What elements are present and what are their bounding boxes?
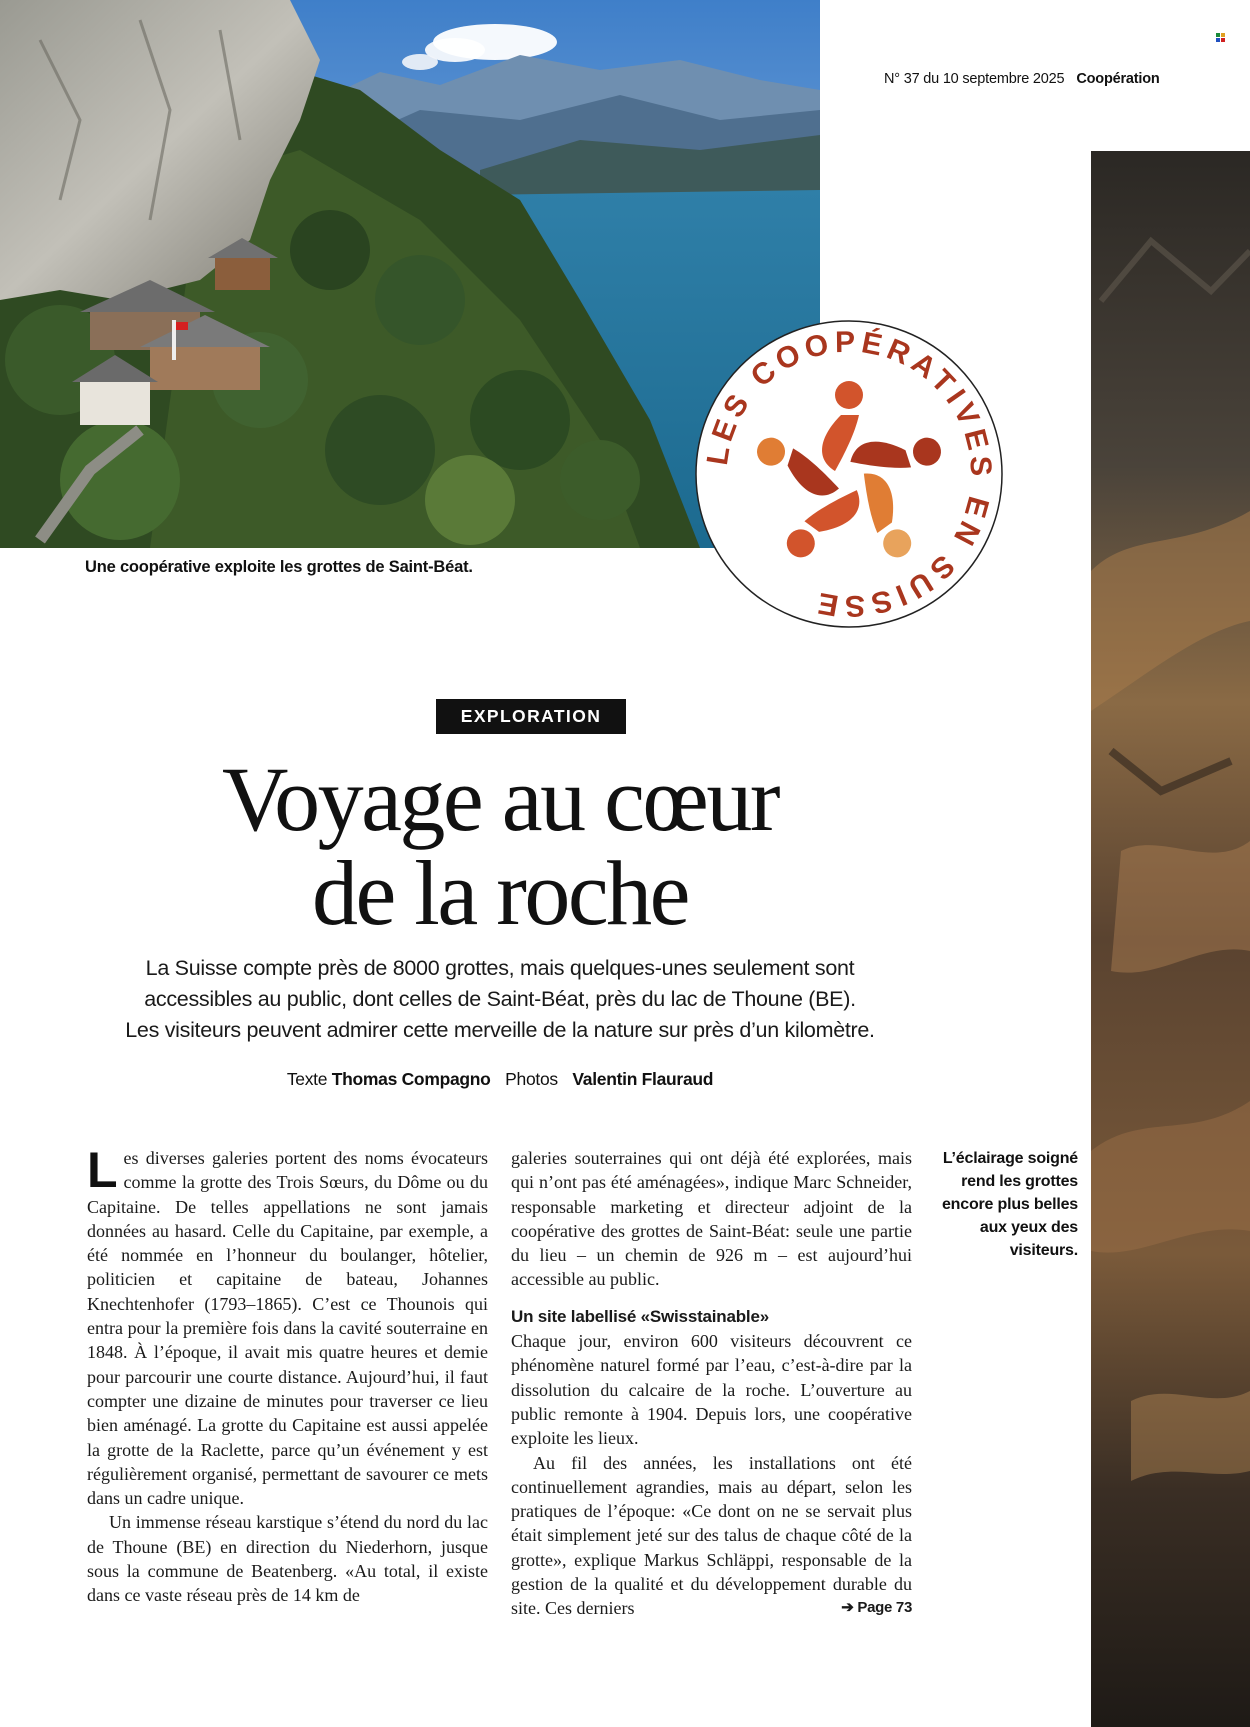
- credits-author: Thomas Compagno: [331, 1069, 491, 1089]
- body-paragraph-5-text: Au fil des années, les installations ont été continuellement agrandies, mais au départ, selon les pratiques de l’époque: «Ce dont on ne se servait plus était simplement jeté sur des talus de chaque côté de la grotte», explique Markus Schläppi, responsable de la gestion de la qualité et du développement durable du site. Ces derniers: [511, 1452, 912, 1619]
- lead-line-1: La Suisse compte près de 8000 grottes, mais quelques-unes seulement sont: [145, 956, 855, 980]
- credits-photos-label: Photos: [505, 1069, 558, 1089]
- issue-line: [884, 71, 1160, 87]
- issue-number: N° 37 du 10 septembre 2025: [884, 71, 1065, 87]
- cave-illustration: [1091, 151, 1250, 1727]
- body-column-2: [511, 1146, 912, 1621]
- cooperatives-seal: [694, 319, 1004, 629]
- body-paragraph-1-text: es diverses galeries portent des noms évocateurs comme la grotte des Trois Sœurs, du Dôme ou du Capitaine. De telles appellations ne sont jamais données au hasard. Celle du Capitaine, par exemple, a été nommée en l’honneur du boulanger, hôtelier, politicien et capitaine de bateau, Johannes Knechtenhofer (1793–1865). C’est ce Thounois qui entra pour la première fois dans la cavité souterraine en 1848. À l’époque, il avait mis quatre heures et demie pour parcourir une courte distance. Aujourd’hui, il faut compter une dizaine de minutes pour traverser ce lieu bien aménagé. La grotte du Capitaine est aussi appelée la grotte de la Raclette, parce qu’un événement y est régulièrement organisé, permettant de savourer ce mets dans un cadre unique.: [87, 1148, 488, 1509]
- seal-text-path: LES COOPÉRATIVES EN SUISSE: [701, 325, 998, 623]
- body-paragraph-2: Un immense réseau karstique s’étend du nord du lac de Thoune (BE) en direction du Niederhorn, jusque sous la commune de Beatenberg. «Au total, il existe dans ce vaste réseau près de 14 km de: [87, 1512, 488, 1606]
- seal-ring: [696, 321, 1002, 627]
- color-registration-icon: [1216, 33, 1225, 42]
- section-kicker: EXPLORATION: [436, 699, 626, 734]
- body-paragraph-4: Chaque jour, environ 600 visiteurs découvrent ce phénomène naturel formé par l’eau, c’est-à-dire par la dissolution du calcaire de la roche. L’ouverture au public remonte à 1904. Depuis lors, une coopérative exploite les lieux.: [511, 1331, 912, 1449]
- title-line-2: de la roche: [311, 842, 689, 944]
- cave-photo-caption: L’éclairage soigné rend les grottes encore plus belles aux yeux des visiteurs.: [941, 1150, 1078, 1259]
- body-column-1: [87, 1142, 488, 1608]
- magazine-brand: Coopération: [1076, 71, 1160, 87]
- drop-cap: L: [87, 1142, 118, 1198]
- article-title: [100, 748, 900, 944]
- lead-line-2: accessibles au public, dont celles de Saint-Béat, près du lac de Thoune (BE).: [144, 987, 856, 1011]
- section-subhead: Un site labellisé «Swisstainable»: [511, 1306, 769, 1326]
- continued-page-link[interactable]: ➔ Page 73: [841, 1599, 912, 1617]
- top-photo-caption: Une coopérative exploite les grottes de Saint-Béat.: [85, 558, 473, 576]
- lead-line-3: Les visiteurs peuvent admirer cette merveille de la nature sur près d’un kilomètre.: [125, 1018, 875, 1042]
- body-paragraph-3: galeries souterraines qui ont déjà été explorées, mais qui n’ont pas été aménagées», indique Marc Schneider, responsable marketing et directeur adjoint de la coopérative des grottes de Saint-Béat: seule une partie du lieu – un chemin de 926 m – est aujourd’hui accessible au public.: [511, 1148, 912, 1290]
- cave-photo: [1091, 151, 1250, 1727]
- title-line-1: Voyage au cœur: [222, 748, 778, 850]
- credits-photographer: Valentin Flauraud: [572, 1069, 714, 1089]
- article-credits: [150, 1069, 850, 1090]
- article-lead: [60, 953, 940, 1046]
- body-paragraph-1: [87, 1142, 488, 1510]
- body-paragraph-5: [511, 1451, 912, 1621]
- credits-text-label: Texte: [286, 1069, 328, 1089]
